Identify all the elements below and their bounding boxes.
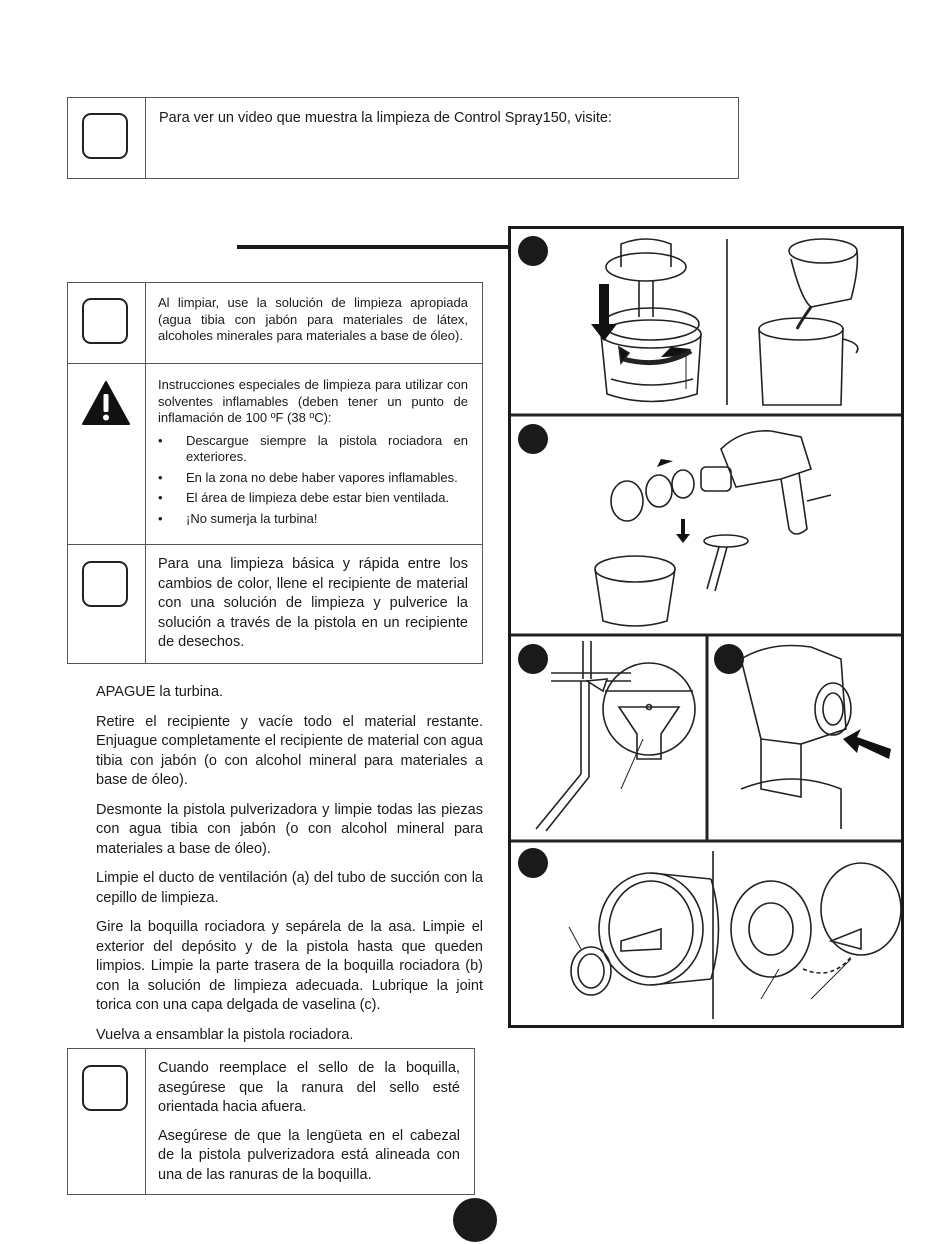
step-text: Limpie el ducto de ventilación (a) del tubo de succión con la cepillo de limpieza. <box>96 870 483 906</box>
note-icon <box>82 561 128 607</box>
step-text: APAGUE la turbina. <box>96 684 224 700</box>
step-marker-dot <box>518 236 548 266</box>
step-text: Desmonte la pistola pulverizadora y limpie todas las piezas con agua tibia con jabón (o con alcohol mineral para materiales a base de óleo). <box>96 801 483 857</box>
page-marker-dot <box>453 1198 497 1242</box>
cleaning-illustrations <box>511 229 901 1025</box>
warning-item: • ¡No sumerja la turbina! <box>158 511 468 528</box>
step-text: Gire la boquilla rociadora y sepárela de la asa. Limpie el exterior del depósito y de la pistola hasta que queden limpios. Limpie la parte trasera de la boquilla rociadora (b) con la solución de limpieza adecuada. Lubrique la joint torica con una capa delgada de vaselina (c). <box>96 919 483 1013</box>
container-removal-drawing <box>601 239 701 402</box>
seal-note-paragraph: Asegúrese de que la lengüeta en el cabezal de la pistola pulverizadora está alineada con una de las ranuras de la boquilla. <box>158 1127 460 1183</box>
warning-intro: Instrucciones especiales de limpieza para utilizar con solventes inflamables (deben tener un punto de inflamación de 100 ºF (38 ºC): <box>158 377 468 425</box>
down-arrow <box>591 284 617 341</box>
note-icon <box>82 113 128 159</box>
step-marker-dot <box>714 644 744 674</box>
down-arrow <box>676 519 690 543</box>
solution-note-text: Al limpiar, use la solución de limpieza apropiada (agua tibia con jabón para materiales de látex, alcoholes minerales para materiales a base de óleo). <box>158 295 468 343</box>
suction-tube-drawing <box>536 641 695 831</box>
step-marker-dot <box>518 424 548 454</box>
left-arrow <box>657 459 673 467</box>
cleaning-notes-table <box>67 282 483 664</box>
section-heading-rule <box>237 245 509 249</box>
warning-note-text <box>158 377 468 531</box>
quick-clean-note-row <box>68 545 482 663</box>
nozzle-lubrication-drawing <box>569 873 719 995</box>
seal-note-box <box>67 1048 475 1195</box>
video-note-box <box>67 97 739 179</box>
note-icon-cell <box>68 1049 146 1194</box>
solution-note-row <box>68 283 482 364</box>
step-text: Retire el recipiente y vacíe todo el material restante. Enjuague completamente el recipiente de material con agua tibia con jabón (o con alcohol mineral para materiales a base de óleo). <box>96 713 483 788</box>
cleaning-steps <box>96 683 483 1055</box>
note-icon-cell <box>68 283 146 363</box>
seal-note-text <box>158 1059 460 1185</box>
video-note-text: Para ver un video que muestra la limpieza de Control Spray150, visite: <box>159 110 612 126</box>
seal-note-paragraph: Cuando reemplace el sello de la boquilla, asegúrese que la ranura del sello esté orientada hacia afuera. <box>158 1060 460 1115</box>
gun-disassembly-drawing <box>595 431 831 626</box>
warning-list <box>158 433 468 528</box>
warning-item: • El área de limpieza debe estar bien ventilada. <box>158 490 468 507</box>
tab-alignment-drawing <box>731 863 901 999</box>
nozzle-seal-drawing <box>741 646 851 830</box>
warning-icon-cell <box>68 364 146 544</box>
warning-item: • En la zona no debe haber vapores inflamables. <box>158 470 468 487</box>
step-marker-dot <box>518 848 548 878</box>
pour-into-bucket-drawing <box>759 239 858 405</box>
note-icon <box>82 1065 128 1111</box>
push-arrow <box>843 729 891 759</box>
note-icon <box>82 298 128 344</box>
note-icon-cell <box>68 98 146 178</box>
note-icon-cell <box>68 545 146 663</box>
warning-note-row <box>68 364 482 545</box>
warning-item: • Descargue siempre la pistola rociadora en exteriores. <box>158 433 468 466</box>
warning-triangle-icon <box>81 380 131 426</box>
step-marker-dot <box>518 644 548 674</box>
step-text: Vuelva a ensamblar la pistola rociadora. <box>96 1026 354 1043</box>
quick-clean-note-text: Para una limpieza básica y rápida entre los cambios de color, llene el recipiente de material con una solución de limpieza y pulverice la solución a través de la pistola en un recipiente de desechos. <box>158 556 468 650</box>
illustration-panel <box>508 226 904 1028</box>
